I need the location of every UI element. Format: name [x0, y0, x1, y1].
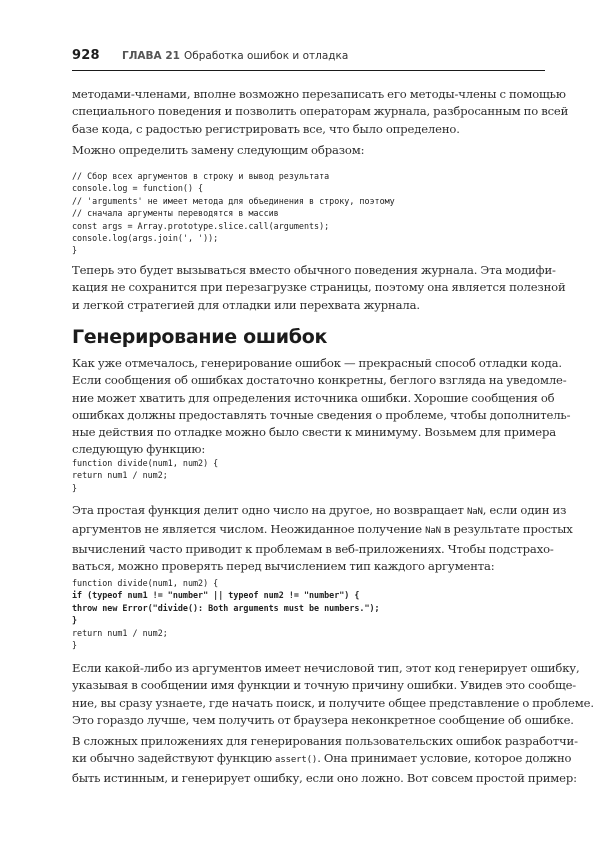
paragraph-override-explanation [72, 262, 566, 314]
code-line: } [72, 640, 78, 651]
code-line: if (typeof num1 != "number" || typeof num2 != "number") { [72, 590, 360, 601]
text-line: вычислений часто приводит к проблемам в веб-приложениях. Чтобы подстрахо- [72, 541, 554, 556]
text-line: ваться, можно проверять перед вычислением тип каждого аргумента: [72, 558, 495, 573]
text-line [72, 750, 572, 769]
text-line: специального поведения и позволить операторам журнала, разбросанным по всей [72, 104, 569, 119]
code-line: function divide(num1, num2) { [72, 578, 219, 588]
code-line: return num1 / num2; [72, 470, 168, 481]
code-line: throw new Error("divide(): Both arguments must be numbers."); [72, 602, 380, 613]
text-segment: ки обычно задействуют функцию [72, 751, 276, 766]
code-line: return num1 / num2; [72, 627, 168, 638]
text-line: В сложных приложениях для генерирования пользовательских ошибок разработчи- [72, 734, 578, 748]
text-line [72, 521, 573, 540]
text-line: и легкой стратегией для отладки или перехвата журнала. [72, 297, 420, 312]
code-line: const args = Array.prototype.slice.call(arguments); [72, 220, 330, 231]
paragraph-throwing-errors [72, 355, 571, 459]
text-line: быть истинным, и генерирует ошибку, если оно ложно. Вот совсем простой пример: [72, 770, 577, 785]
text-line: методами-членами, вполне возможно перезаписать его методы-члены с помощью [72, 87, 566, 101]
text-line: ние может хватить для определения источника ошибки. Хорошие сообщения об [72, 390, 555, 405]
code-line: // 'arguments' не имеет метода для объединения в строку, поэтому [72, 195, 395, 206]
text-line: кация не сохранится при перезагрузке страницы, поэтому она является полезной [72, 280, 566, 295]
section-heading: Генерирование ошибок [72, 326, 328, 348]
code-line: // Сбор всех аргументов в строку и вывод результата [72, 171, 330, 181]
text-line: Теперь это будет вызываться вместо обычного поведения журнала. Эта модифи- [72, 263, 556, 277]
running-head [72, 48, 545, 71]
text-line [72, 502, 567, 521]
chapter-title: Обработка ошибок и отладка [184, 50, 349, 62]
text-line: ние, вы сразу узнаете, где начать поиск, и получите общее представление о проблеме. [72, 695, 594, 710]
paragraph-nan-explanation [72, 502, 573, 575]
text-line: Это гораздо лучше, чем получить от браузера неконкретное сообщение об ошибке. [72, 712, 574, 727]
paragraph-intro-continuation [72, 86, 569, 138]
text-line: ошибках должны предоставлять точные сведения о проблеме, чтобы дополнитель- [72, 407, 571, 422]
section-heading-container [72, 326, 545, 348]
inline-code-nan: NaN [466, 507, 483, 517]
text-segment: в результате простых [440, 522, 573, 537]
text-line: Можно определить замену следующим образом: [72, 143, 365, 157]
code-line: function divide(num1, num2) { [72, 458, 219, 468]
text-line: следующую функцию: [72, 442, 206, 457]
text-segment: Эта простая функция делит одно число на другое, но возвращает [72, 503, 467, 517]
text-line: ные действия по отладке можно было свести к минимуму. Возьмем для примера [72, 425, 557, 440]
text-line: указывая в сообщении имя функции и точную причину ошибки. Увидев это сообще- [72, 678, 577, 693]
paragraph-replacement-intro [72, 142, 545, 159]
text-segment: , если один из [482, 503, 567, 517]
code-block-divide-simple [72, 457, 545, 494]
code-line: console.log = function() { [72, 183, 204, 194]
code-line: console.log(args.join(', ')); [72, 233, 219, 244]
page-number: 928 [72, 48, 100, 63]
paragraph-error-benefit [72, 660, 594, 729]
text-line: Как уже отмечалось, генерирование ошибок — прекрасный способ отладки кода. [72, 356, 562, 370]
inline-code-assert: assert() [275, 755, 318, 766]
code-line: // сначала аргументы переводятся в массив [72, 208, 279, 219]
code-block-divide-checked [72, 577, 545, 651]
inline-code-nan: NaN [425, 526, 441, 537]
code-line: } [72, 482, 78, 493]
text-segment: . Она принимает условие, которое должно [317, 751, 572, 766]
paragraph-assert-intro [72, 733, 578, 787]
code-line: } [72, 615, 78, 626]
code-block-console-override [72, 170, 545, 257]
text-line: базе кода, с радостью регистрировать все, что было определено. [72, 121, 460, 136]
code-line: } [72, 245, 78, 256]
text-line: Если сообщения об ошибках достаточно конкретны, беглого взгляда на уведомле- [72, 373, 567, 388]
text-segment: аргументов не является числом. Неожиданное получение [72, 522, 426, 537]
text-line: Если какой-либо из аргументов имеет нечисловой тип, этот код генерирует ошибку, [72, 661, 580, 675]
chapter-label: ГЛАВА 21 [122, 50, 180, 62]
